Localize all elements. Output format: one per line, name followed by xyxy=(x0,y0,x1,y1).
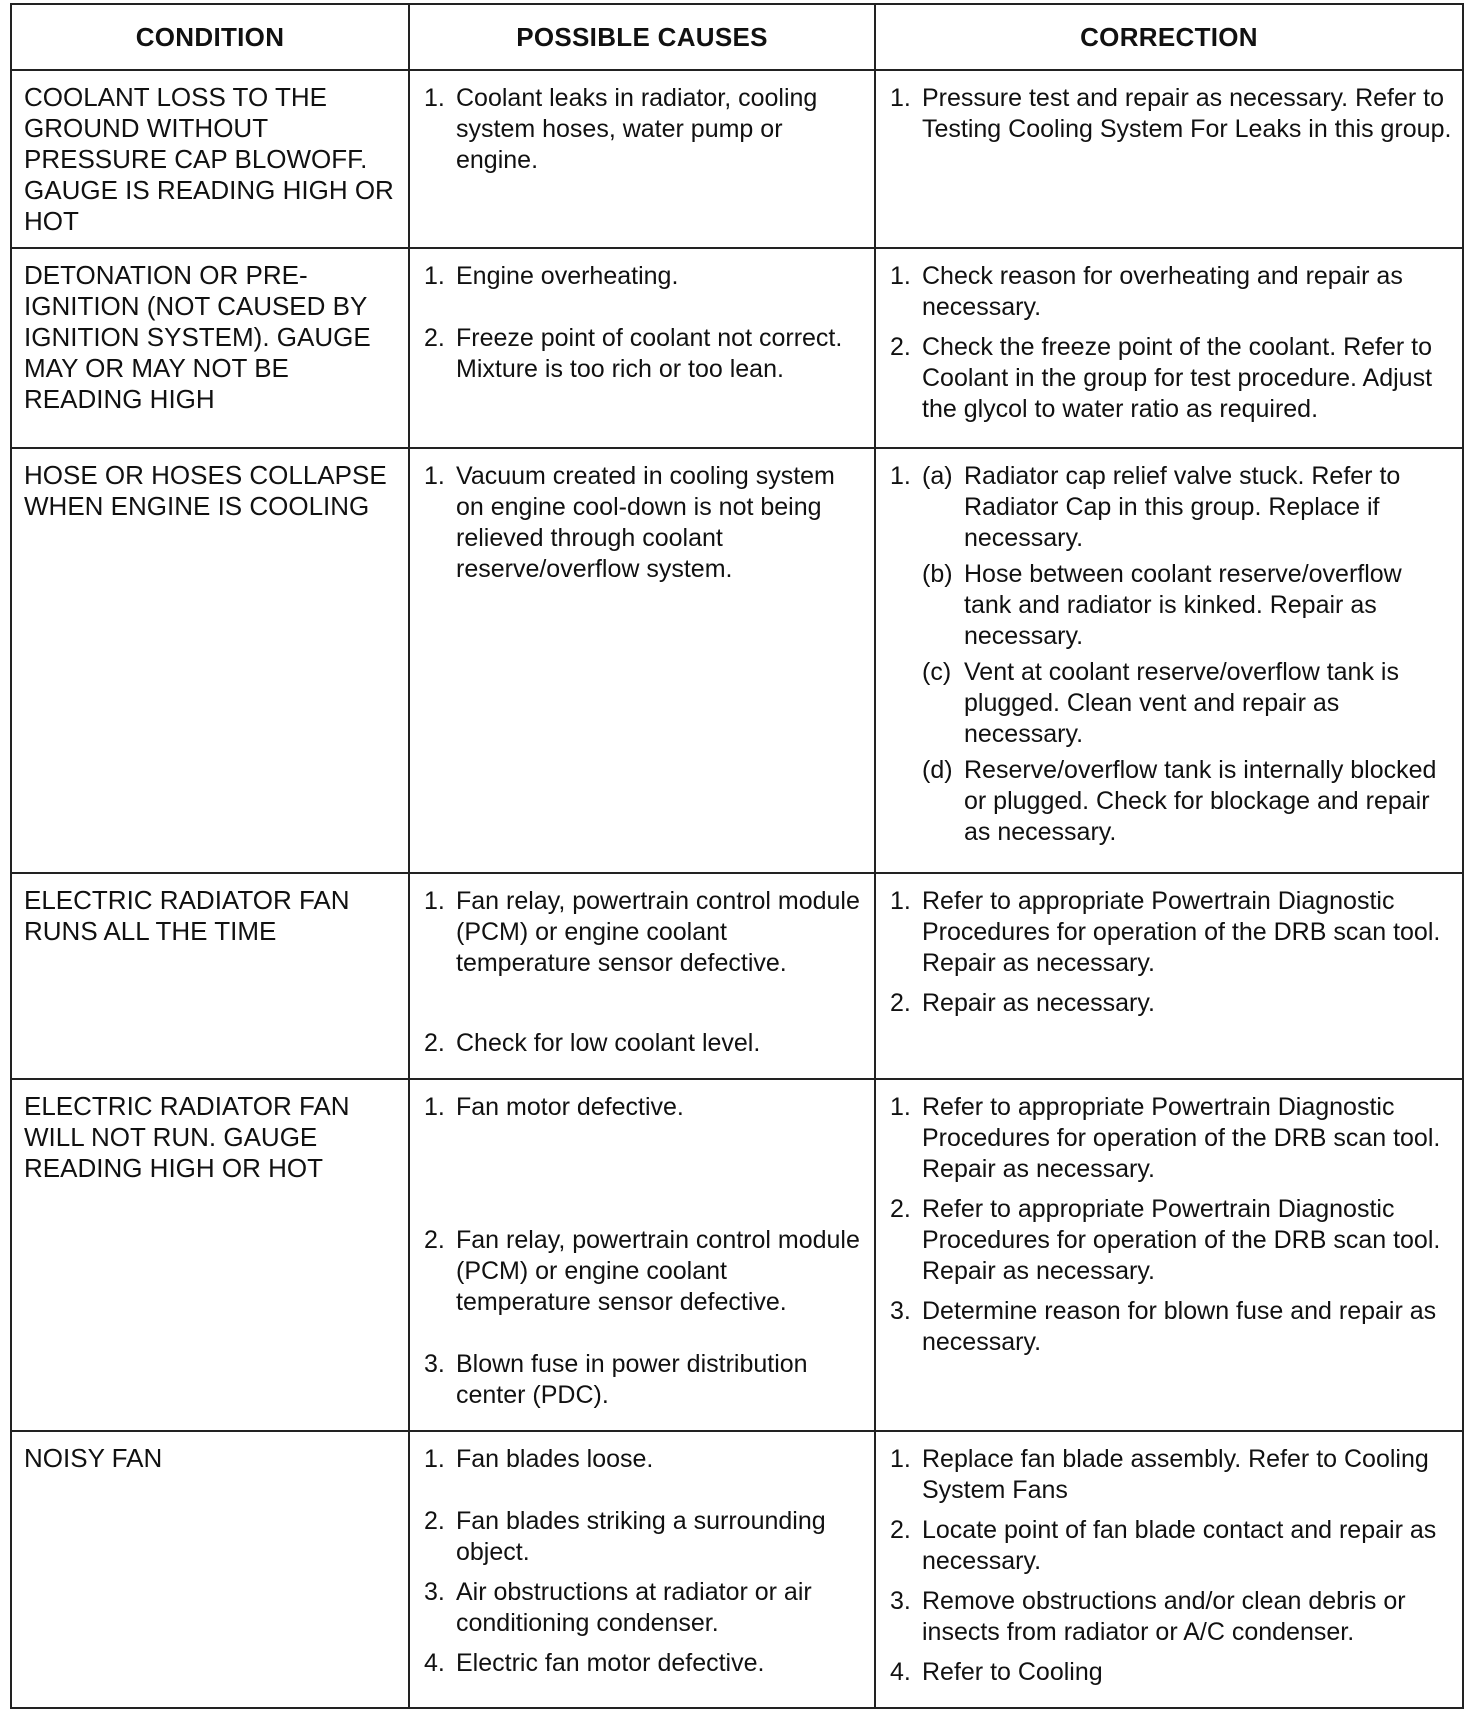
sub-item-letter: (a) xyxy=(922,462,953,490)
sub-item-letter: (d) xyxy=(922,756,953,784)
sub-item-letter: (b) xyxy=(922,560,953,588)
correction-cell xyxy=(875,448,1463,873)
item-number: 2. xyxy=(424,1226,445,1254)
correction-item xyxy=(890,988,1452,1019)
header-correction: CORRECTION xyxy=(875,4,1463,70)
causes-cell xyxy=(409,1079,875,1431)
correction-cell xyxy=(875,248,1463,448)
item-number: 1. xyxy=(424,262,445,290)
item-number: 1. xyxy=(424,84,445,112)
item-text: Check reason for overheating and repair as necessary. xyxy=(922,262,1403,321)
item-text: Refer to appropriate Powertrain Diagnostic Procedures for operation of the DRB scan tool. Repair as necessary. xyxy=(922,1093,1441,1183)
condition-cell: HOSE OR HOSES COLLAPSE WHEN ENGINE IS COOLING xyxy=(11,448,409,873)
table-row xyxy=(11,1431,1463,1708)
correction-item xyxy=(890,261,1452,323)
diagnosis-table xyxy=(10,3,1464,1709)
item-text: Electric fan motor defective. xyxy=(456,1649,765,1677)
item-text: Engine overheating. xyxy=(456,262,679,290)
cause-item xyxy=(424,261,864,292)
causes-cell xyxy=(409,1431,875,1708)
item-number: 2. xyxy=(424,324,445,352)
cause-item xyxy=(424,1444,864,1475)
causes-cell xyxy=(409,248,875,448)
item-text: Check for low coolant level. xyxy=(456,1029,761,1057)
item-text: Determine reason for blown fuse and repair as necessary. xyxy=(922,1297,1437,1356)
correction-item xyxy=(890,461,1452,853)
cause-item xyxy=(424,83,864,176)
sub-item-text: Radiator cap relief valve stuck. Refer to Radiator Cap in this group. Replace if necessary. xyxy=(964,462,1401,552)
item-number: 1. xyxy=(890,462,911,490)
cause-item xyxy=(424,1577,864,1639)
table-row xyxy=(11,1079,1463,1431)
sub-item-text: Vent at coolant reserve/overflow tank is plugged. Clean vent and repair as necessary. xyxy=(964,658,1399,748)
sub-item-list xyxy=(922,461,1452,853)
item-number: 1. xyxy=(890,84,911,112)
item-text: Check the freeze point of the coolant. Refer to Coolant in the group for test procedure. Adjust the glycol to water ratio as required. xyxy=(922,333,1433,423)
item-number: 3. xyxy=(424,1350,445,1378)
item-text: Locate point of fan blade contact and repair as necessary. xyxy=(922,1516,1437,1575)
correction-cell xyxy=(875,1431,1463,1708)
causes-cell xyxy=(409,873,875,1079)
item-number: 1. xyxy=(890,262,911,290)
item-text: Refer to appropriate Powertrain Diagnostic Procedures for operation of the DRB scan tool. Repair as necessary. xyxy=(922,1195,1441,1285)
correction-cell xyxy=(875,70,1463,248)
item-text: Pressure test and repair as necessary. Refer to Testing Cooling System For Leaks in this group. xyxy=(922,84,1452,143)
item-text: Fan relay, powertrain control module (PCM) or engine coolant temperature sensor defective. xyxy=(456,1226,860,1316)
item-number: 1. xyxy=(424,1093,445,1121)
item-text: Repair as necessary. xyxy=(922,989,1155,1017)
header-condition: CONDITION xyxy=(11,4,409,70)
cause-item xyxy=(424,461,864,585)
condition-cell: DETONATION OR PRE-IGNITION (NOT CAUSED BY IGNITION SYSTEM). GAUGE MAY OR MAY NOT BE READING HIGH xyxy=(11,248,409,448)
item-text: Replace fan blade assembly. Refer to Cooling System Fans xyxy=(922,1445,1429,1504)
item-number: 1. xyxy=(424,1445,445,1473)
header-row xyxy=(11,4,1463,70)
cause-item xyxy=(424,1092,864,1123)
item-number: 3. xyxy=(890,1297,911,1325)
item-text: Fan motor defective. xyxy=(456,1093,684,1121)
cause-item xyxy=(424,1225,864,1318)
causes-cell xyxy=(409,70,875,248)
sub-item xyxy=(922,559,1452,652)
cause-item xyxy=(424,1648,864,1679)
condition-cell: ELECTRIC RADIATOR FAN WILL NOT RUN. GAUGE READING HIGH OR HOT xyxy=(11,1079,409,1431)
item-number: 1. xyxy=(424,462,445,490)
item-text: Fan blades loose. xyxy=(456,1445,654,1473)
item-text: Freeze point of coolant not correct. Mixture is too rich or too lean. xyxy=(456,324,843,383)
cause-item xyxy=(424,886,864,979)
sub-item xyxy=(922,461,1452,554)
sub-item xyxy=(922,755,1452,848)
item-number: 1. xyxy=(424,887,445,915)
sub-item-text: Reserve/overflow tank is internally blocked or plugged. Check for blockage and repair as necessary. xyxy=(964,756,1437,846)
causes-cell xyxy=(409,448,875,873)
item-number: 1. xyxy=(890,1093,911,1121)
item-number: 4. xyxy=(424,1649,445,1677)
item-text: Coolant leaks in radiator, cooling system hoses, water pump or engine. xyxy=(456,84,818,174)
correction-item xyxy=(890,1092,1452,1185)
item-text: Refer to appropriate Powertrain Diagnostic Procedures for operation of the DRB scan tool. Repair as necessary. xyxy=(922,887,1441,977)
item-number: 2. xyxy=(890,1516,911,1544)
correction-item xyxy=(890,1515,1452,1577)
correction-item xyxy=(890,1296,1452,1358)
condition-cell: ELECTRIC RADIATOR FAN RUNS ALL THE TIME xyxy=(11,873,409,1079)
item-number: 2. xyxy=(424,1507,445,1535)
correction-item xyxy=(890,1586,1452,1648)
header-possible-causes: POSSIBLE CAUSES xyxy=(409,4,875,70)
item-number: 2. xyxy=(890,333,911,361)
item-number: 2. xyxy=(890,989,911,1017)
item-number: 2. xyxy=(424,1029,445,1057)
correction-item xyxy=(890,1657,1452,1688)
correction-item xyxy=(890,83,1452,145)
item-number: 2. xyxy=(890,1195,911,1223)
table-row xyxy=(11,248,1463,448)
condition-cell: NOISY FAN xyxy=(11,1431,409,1708)
item-text: Fan relay, powertrain control module (PCM) or engine coolant temperature sensor defective. xyxy=(456,887,860,977)
correction-cell xyxy=(875,873,1463,1079)
correction-item xyxy=(890,332,1452,425)
correction-item xyxy=(890,1194,1452,1287)
table-row xyxy=(11,448,1463,873)
item-text: Air obstructions at radiator or air conditioning condenser. xyxy=(456,1578,812,1637)
item-number: 4. xyxy=(890,1658,911,1686)
sub-item-text: Hose between coolant reserve/overflow tank and radiator is kinked. Repair as necessary. xyxy=(964,560,1402,650)
item-number: 3. xyxy=(424,1578,445,1606)
item-text: Vacuum created in cooling system on engine cool-down is not being relieved through coolant reserve/overflow system. xyxy=(456,462,835,583)
cause-item xyxy=(424,1506,864,1568)
correction-item xyxy=(890,1444,1452,1506)
item-text: Blown fuse in power distribution center (PDC). xyxy=(456,1350,808,1409)
correction-item xyxy=(890,886,1452,979)
table-row xyxy=(11,70,1463,248)
item-number: 1. xyxy=(890,887,911,915)
cause-item xyxy=(424,323,864,385)
item-number: 3. xyxy=(890,1587,911,1615)
item-text: Remove obstructions and/or clean debris or insects from radiator or A/C condenser. xyxy=(922,1587,1406,1646)
sub-item-letter: (c) xyxy=(922,658,952,686)
table-row xyxy=(11,873,1463,1079)
sub-item xyxy=(922,657,1452,750)
item-text: Refer to Cooling xyxy=(922,1658,1103,1686)
condition-cell: COOLANT LOSS TO THE GROUND WITHOUT PRESSURE CAP BLOWOFF. GAUGE IS READING HIGH OR HOT xyxy=(11,70,409,248)
cause-item xyxy=(424,1349,864,1411)
cause-item xyxy=(424,1028,864,1059)
correction-cell xyxy=(875,1079,1463,1431)
item-text: Fan blades striking a surrounding object. xyxy=(456,1507,826,1566)
item-number: 1. xyxy=(890,1445,911,1473)
